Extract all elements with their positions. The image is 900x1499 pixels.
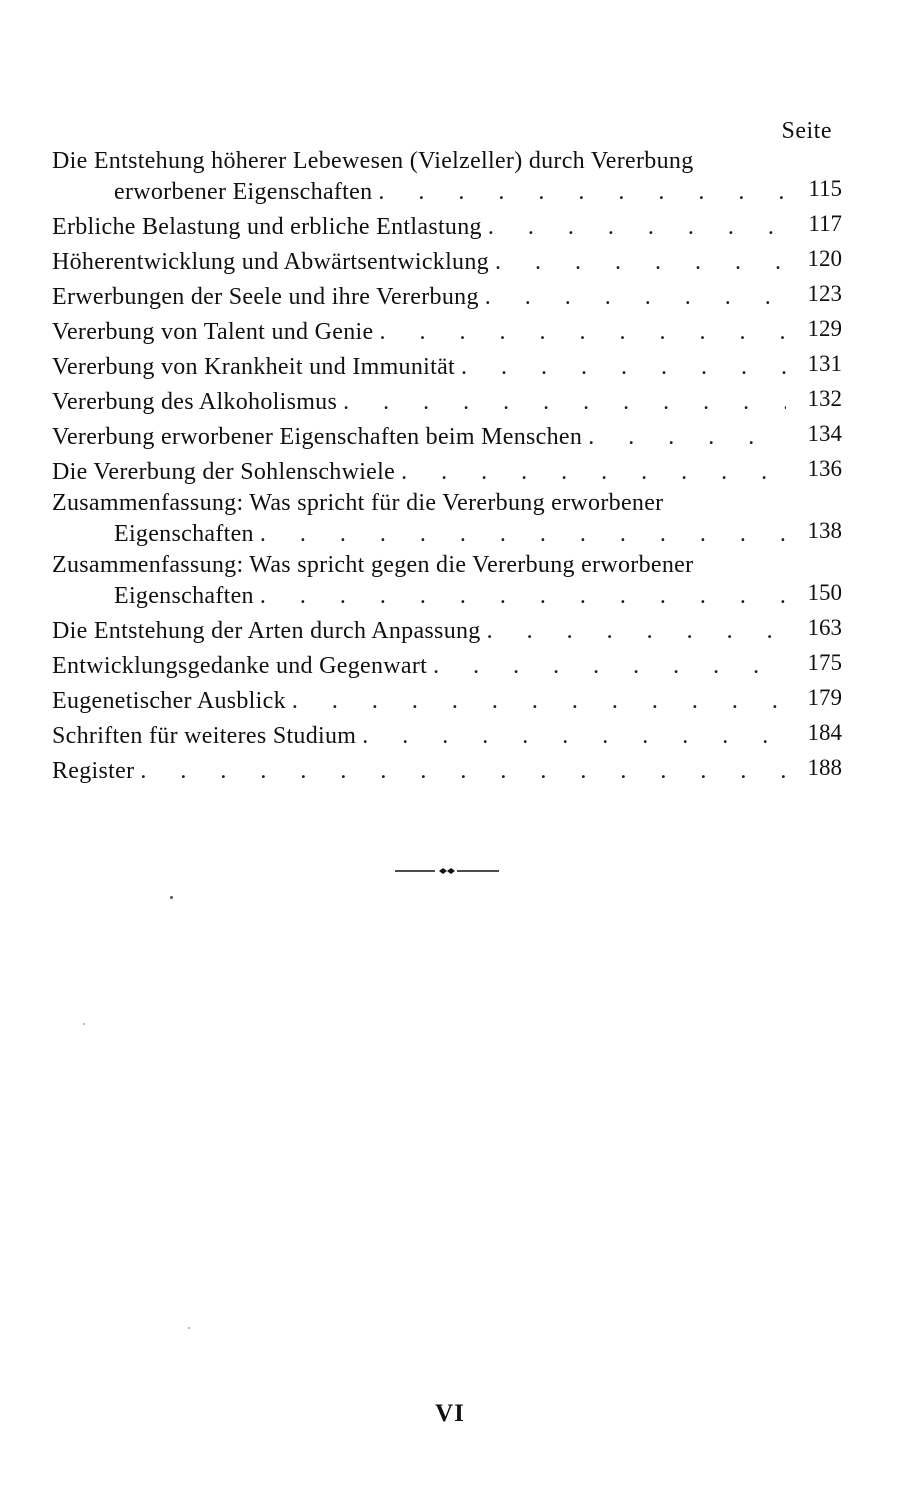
toc-entry: [52, 208, 842, 243]
dot-leader: [378, 177, 786, 208]
dot-leader: [401, 457, 786, 488]
toc-entry: [52, 278, 842, 313]
dot-leader: [362, 721, 786, 752]
toc-entry-title: Vererbung von Talent und Genie: [52, 319, 374, 345]
toc-entry-title: Eugenetischer Ausblick: [52, 688, 286, 714]
paper-speck: [83, 1023, 85, 1025]
toc-page-number: 175: [807, 650, 842, 675]
toc-entry-title: Schriften für weiteres Studium: [52, 723, 357, 749]
toc-entry: [52, 418, 842, 453]
toc-entry: [52, 243, 842, 278]
toc-entry: [52, 348, 842, 383]
section-end-ornament: [395, 863, 499, 879]
toc-page-number: 120: [807, 246, 842, 271]
toc-entry-title-line1: Zusammenfassung: Was spricht gegen die Vererbung erworbener: [52, 552, 694, 578]
dot-leader: [292, 686, 786, 717]
toc-entry: [52, 752, 842, 787]
toc-entry-title: Register: [52, 758, 135, 784]
toc-page-number: 188: [807, 755, 842, 780]
toc-entry: [52, 488, 842, 550]
toc-entry: [52, 647, 842, 682]
dot-leader: [140, 756, 786, 787]
toc-entry-title-line1: Zusammenfassung: Was spricht für die Vererbung erworbener: [52, 490, 664, 516]
toc-page-number: 150: [807, 580, 842, 605]
dot-leader: [260, 581, 786, 612]
toc-entry-title: Erbliche Belastung und erbliche Entlastung: [52, 214, 482, 240]
toc-page-number: 123: [807, 281, 842, 306]
toc-page-number: 163: [807, 615, 842, 640]
toc-entry: [52, 550, 842, 612]
dot-leader: [260, 519, 786, 550]
toc-entry-title: Höherentwicklung und Abwärtsentwicklung: [52, 249, 489, 275]
dot-leader: [343, 387, 786, 418]
dot-leader: [461, 352, 786, 383]
toc-entry: [52, 383, 842, 418]
toc-page-number: 131: [807, 351, 842, 376]
toc-page-number: 129: [807, 316, 842, 341]
toc-page-number: 115: [808, 176, 842, 201]
toc-entry-title: Erwerbungen der Seele und ihre Vererbung: [52, 284, 479, 310]
toc-page-number: 132: [807, 386, 842, 411]
toc-page-number: 117: [808, 211, 842, 236]
toc-page-number: 138: [807, 518, 842, 543]
table-of-contents: [52, 146, 842, 787]
toc-entry-title: Eigenschaften: [114, 521, 254, 547]
paper-speck: [188, 1327, 190, 1329]
paper-speck: [170, 896, 173, 899]
dot-leader: [487, 616, 786, 647]
toc-entry-title: Vererbung des Alkoholismus: [52, 389, 338, 415]
toc-entry: [52, 313, 842, 348]
toc-entry: [52, 453, 842, 488]
dot-leader: [379, 317, 786, 348]
toc-page-number: 184: [807, 720, 842, 745]
toc-page-number: 179: [807, 685, 842, 710]
seite-column-label: Seite: [781, 118, 832, 144]
toc-entry-title: Eigenschaften: [114, 583, 254, 609]
toc-entry: [52, 682, 842, 717]
dot-leader: [485, 282, 786, 313]
dot-leader: [433, 651, 786, 682]
toc-entry-title-line1: Die Entstehung höherer Lebewesen (Vielzeller) durch Vererbung: [52, 148, 694, 174]
dot-leader: [588, 422, 786, 453]
dot-leader: [488, 212, 786, 243]
toc-entry: [52, 717, 842, 752]
toc-entry-title: erworbener Eigenschaften: [114, 179, 373, 205]
toc-entry-title: Vererbung erworbener Eigenschaften beim Menschen: [52, 424, 583, 450]
page-folio: VI: [435, 1400, 465, 1427]
toc-entry-title: Vererbung von Krankheit und Immunität: [52, 354, 456, 380]
dot-leader: [495, 247, 786, 278]
toc-entry: [52, 146, 842, 208]
toc-entry-title: Die Entstehung der Arten durch Anpassung: [52, 618, 481, 644]
toc-entry-title: Die Vererbung der Sohlenschwiele: [52, 459, 396, 485]
toc-entry: [52, 612, 842, 647]
toc-page-number: 134: [807, 421, 842, 446]
toc-entry-title: Entwicklungsgedanke und Gegenwart: [52, 653, 428, 679]
toc-page-number: 136: [807, 456, 842, 481]
